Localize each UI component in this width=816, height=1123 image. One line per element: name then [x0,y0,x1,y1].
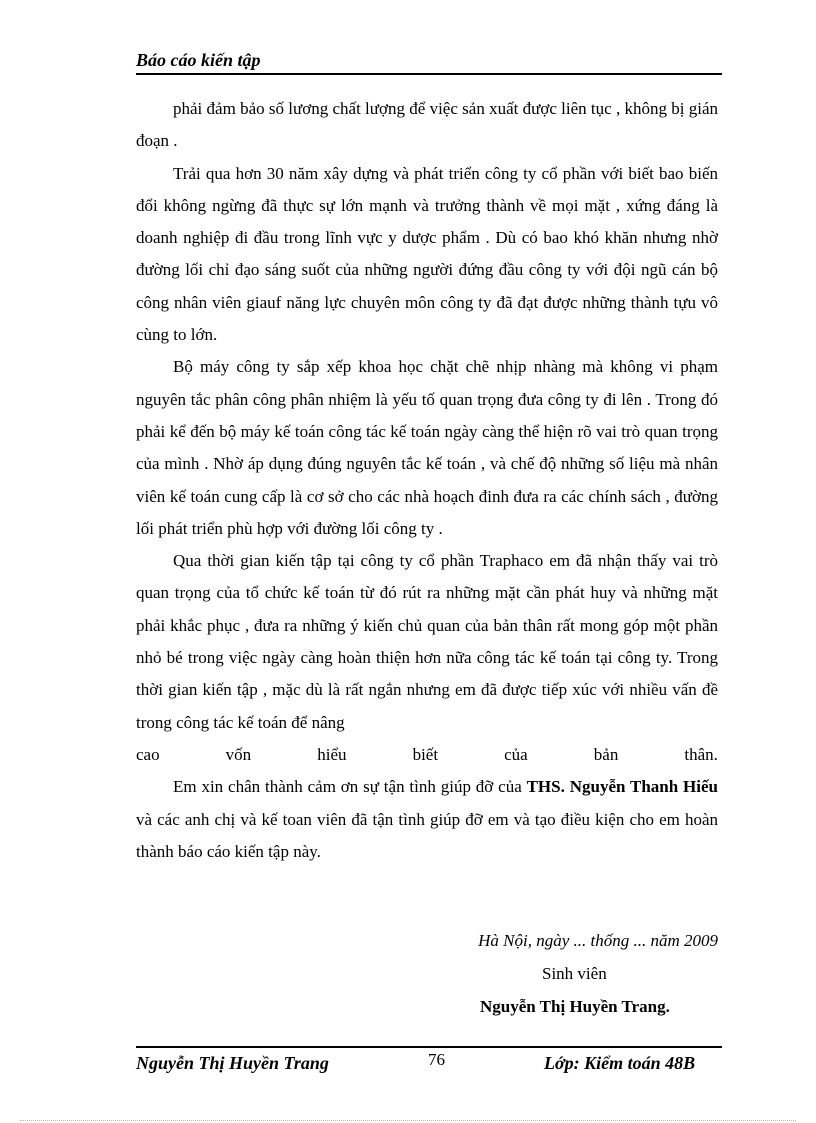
paragraph-3: Bộ máy công ty sắp xếp khoa học chặt chẽ nhịp nhàng mà không vi phạm nguyên tắc phân công phân nhiệm là yếu tố quan trọng đưa công ty đi lên . Trong đó phải kể đến bộ máy kế toán công tác kế toán ngày càng thể hiện rõ vai trò quan trọng của mình . Nhờ áp dụng đúng nguyên tắc kế toán , và chế độ những số liệu mà nhân viên kế toán cung cấp là cơ sở cho các nhà hoạch đinh đưa ra các chính sách , đường lối phát triển phù hợp với đường lối công ty . [136,357,718,538]
word: của [504,744,528,764]
signature-date: Hà Nội, ngày ... thống ... năm 2009 [478,931,718,950]
footer-class: Lớp: Kiểm toán 48B [544,1053,696,1073]
word: thân. [684,744,718,764]
page-edge-divider [20,1120,796,1121]
paragraph-5-text-end: và các anh chị và kế toan viên đã tận tình giúp đỡ em và tạo điều kiện cho em hoàn thành báo cáo kiến tập này. [136,809,718,861]
body-text [136,93,718,868]
paragraph-5-text: Em xin chân thành cảm ơn sự tận tình giúp đỡ của [173,777,527,797]
signature-name: Nguyễn Thị Huyền Trang. [480,997,670,1016]
paragraph-4-last-line [136,739,718,771]
word: biết [412,744,439,764]
paragraph-1: phải đảm bảo số lương chất lượng để việc sản xuất được liên tục , không bị gián đoạn . [136,99,718,151]
word: bản [593,744,619,764]
signature-role: Sinh viên [542,964,607,983]
page-number: 76 [428,1050,445,1069]
paragraph-2: Trải qua hơn 30 năm xây dựng và phát triển công ty cổ phần với biết bao biến đổi không ngừng đã thực sự lớn mạnh và trưởng thành về mọi mặt , xứng đáng là doanh nghiệp đi đầu trong lĩnh vực y dược phẩm . Dù có bao khó khăn nhưng nhờ đường lối chỉ đạo sáng suốt của những người đứng đầu công ty với đội ngũ cán bộ công nhân viên giauf năng lực chuyên môn công ty đã đạt được những thành tựu vô cùng to lớn. [136,163,718,345]
page-header-title: Báo cáo kiến tập [136,50,722,75]
advisor-name: THS. Nguyễn Thanh Hiếu [526,777,718,797]
paragraph-5 [136,771,718,868]
paragraph-4: Qua thời gian kiến tập tại công ty cổ phần Traphaco em đã nhận thấy vai trò quan trọng của tổ chức kế toán từ đó rút ra những mặt cần phát huy và những mặt phải khắc phục , đưa ra những ý kiến chủ quan của bản thân rất mong góp một phần nhỏ bé trong việc ngày càng hoàn thiện hơn nữa công tác kế toán tại công ty. Trong thời gian kiến tập , mặc dù là rất ngắn nhưng em đã được tiếp xúc với nhiều vấn đề trong công tác kế toán để nâng [136,551,718,732]
word: vốn [225,744,252,764]
footer-author: Nguyễn Thị Huyền Trang [136,1053,329,1073]
word: hiểu [317,744,347,764]
word: cao [136,744,160,764]
footer-divider [136,1046,722,1048]
